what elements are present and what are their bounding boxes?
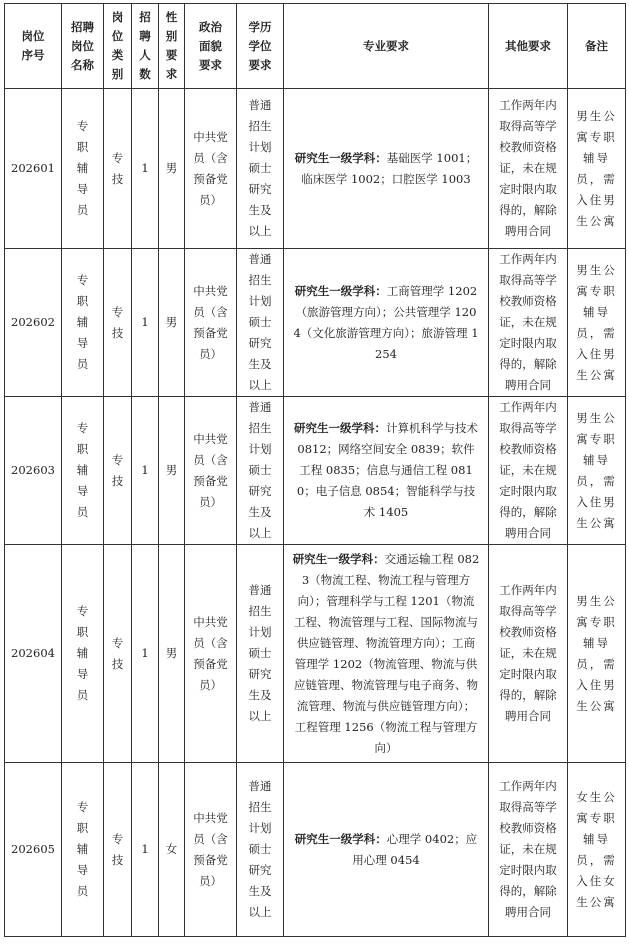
header-note: 备注	[568, 4, 626, 89]
major-requirement	[284, 397, 489, 545]
other-requirement: 工作两年内取得高等学校教师资格证，未在规定时限内取得的，解除聘用合同	[489, 763, 568, 937]
major-text: 工商管理学 1202（旅游管理方向）；公共管理学 1204（文化旅游管理方向）；旅游管理 1254	[293, 283, 479, 361]
header-type: 岗位类别	[104, 4, 132, 89]
gender-requirement: 男	[159, 249, 185, 397]
recruitment-table	[4, 3, 626, 937]
gender-requirement: 男	[159, 89, 185, 249]
major-text: 计算机科学与技术 0812；网络空间安全 0839；软件工程 0835；信息与通信工程 0810；电子信息 0854；智能科学与技术 1405	[296, 421, 478, 519]
position-type: 专技	[104, 249, 132, 397]
position-title: 专职辅导员	[62, 397, 104, 545]
header-other: 其他要求	[489, 4, 568, 89]
header-count: 招聘人数	[132, 4, 159, 89]
degree-requirement: 普通招生计划硕士研究生及以上	[237, 249, 284, 397]
politics-requirement: 中共党员（含预备党员）	[185, 763, 237, 937]
table-row	[5, 249, 626, 397]
position-type: 专技	[104, 89, 132, 249]
position-title: 专职辅导员	[62, 545, 104, 763]
header-politics: 政治面貌要求	[185, 4, 237, 89]
politics-requirement: 中共党员（含预备党员）	[185, 249, 237, 397]
position-type: 专技	[104, 397, 132, 545]
gender-requirement: 男	[159, 397, 185, 545]
other-requirement: 工作两年内取得高等学校教师资格证，未在规定时限内取得的，解除聘用合同	[489, 89, 568, 249]
header-major: 专业要求	[284, 4, 489, 89]
position-code: 202602	[5, 249, 62, 397]
degree-requirement: 普通招生计划硕士研究生及以上	[237, 545, 284, 763]
major-text: 心理学 0402；应用心理 0454	[352, 831, 478, 867]
position-title: 专职辅导员	[62, 249, 104, 397]
major-text: 基础医学 1001；临床医学 1002；口腔医学 1003	[301, 150, 478, 186]
table-row	[5, 89, 626, 249]
header-title: 招聘岗位名称	[62, 4, 104, 89]
position-code: 202603	[5, 397, 62, 545]
table-row	[5, 545, 626, 763]
hire-count: 1	[132, 249, 159, 397]
note: 男生公寓专职辅导员，需入住男生公寓	[568, 397, 626, 545]
politics-requirement: 中共党员（含预备党员）	[185, 545, 237, 763]
major-requirement	[284, 545, 489, 763]
other-requirement: 工作两年内取得高等学校教师资格证，未在规定时限内取得的，解除聘用合同	[489, 249, 568, 397]
hire-count: 1	[132, 763, 159, 937]
position-code: 202605	[5, 763, 62, 937]
gender-requirement: 男	[159, 545, 185, 763]
other-requirement: 工作两年内取得高等学校教师资格证，未在规定时限内取得的，解除聘用合同	[489, 397, 568, 545]
note: 男生公寓专职辅导员，需入住男生公寓	[568, 89, 626, 249]
other-requirement: 工作两年内取得高等学校教师资格证，未在规定时限内取得的，解除聘用合同	[489, 545, 568, 763]
hire-count: 1	[132, 397, 159, 545]
position-title: 专职辅导员	[62, 89, 104, 249]
major-label: 研究生一级学科：	[294, 421, 386, 435]
table-row	[5, 397, 626, 545]
note: 男生公寓专职辅导员，需入住男生公寓	[568, 545, 626, 763]
position-code: 202601	[5, 89, 62, 249]
header-gender: 性别要求	[159, 4, 185, 89]
major-text: 交通运输工程 0823（物流工程、物流工程与管理方向）；管理科学与工程 1201（物流工程、物流管理与工程、国际物流与供应链管理、物流管理方向）；工商管理学 1202（物流管理、物流与供应链管理、物流管理与电子商务、物流管理、物流与供应链管理方向）；工程管理 1256（物流工程与管理方向）	[294, 551, 480, 755]
politics-requirement: 中共党员（含预备党员）	[185, 397, 237, 545]
gender-requirement: 女	[159, 763, 185, 937]
header-row	[5, 4, 626, 89]
degree-requirement: 普通招生计划硕士研究生及以上	[237, 763, 284, 937]
note: 女生公寓专职辅导员，需入住女生公寓	[568, 763, 626, 937]
major-label: 研究生一级学科：	[294, 150, 387, 165]
degree-requirement: 普通招生计划硕士研究生及以上	[237, 397, 284, 545]
position-type: 专技	[104, 545, 132, 763]
position-title: 专职辅导员	[62, 763, 104, 937]
politics-requirement: 中共党员（含预备党员）	[185, 89, 237, 249]
major-label: 研究生一级学科：	[294, 283, 387, 298]
major-requirement	[284, 249, 489, 397]
major-label: 研究生一级学科：	[294, 831, 387, 846]
note: 男生公寓专职辅导员，需入住男生公寓	[568, 249, 626, 397]
position-type: 专技	[104, 763, 132, 937]
major-requirement	[284, 89, 489, 249]
header-code: 岗位序号	[5, 4, 62, 89]
header-degree: 学历学位要求	[237, 4, 284, 89]
table-row	[5, 763, 626, 937]
degree-requirement: 普通招生计划硕士研究生及以上	[237, 89, 284, 249]
hire-count: 1	[132, 545, 159, 763]
major-label: 研究生一级学科：	[292, 551, 385, 566]
hire-count: 1	[132, 89, 159, 249]
position-code: 202604	[5, 545, 62, 763]
major-requirement	[284, 763, 489, 937]
